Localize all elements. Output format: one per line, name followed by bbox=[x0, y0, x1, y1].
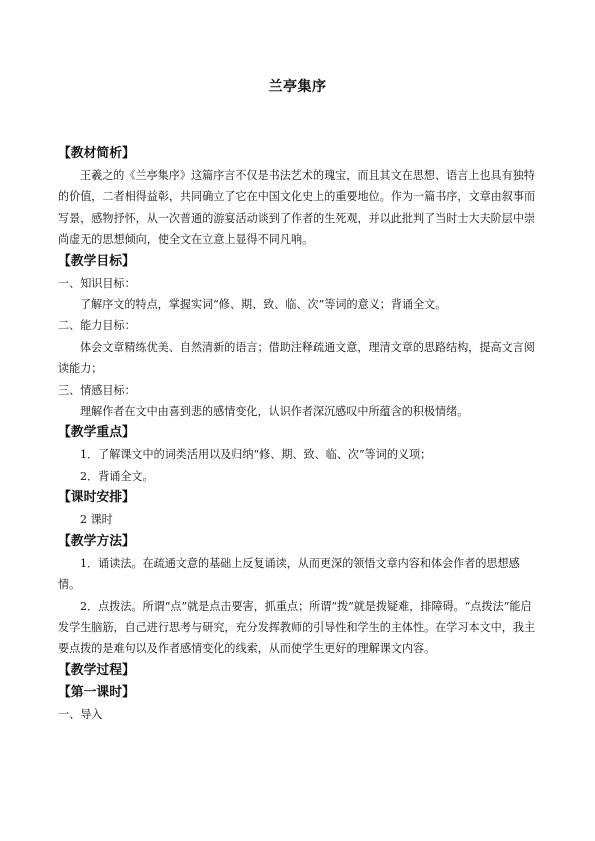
method-item-2: 2．点拨法。所谓“点”就是点击要害，抓重点；所谓“拨”就是拨疑难，排障碍。“点拨法”能启发学生脑筋，自己进行思考与研究，充分发挥教师的引导性和学生的主体性。在学习本文中，我主要点拨的是难句以及作者感情变化的线索，从而使学生更好的理解课文内容。 bbox=[58, 599, 536, 656]
lesson-step-intro: 一、导入 bbox=[58, 707, 103, 721]
document-body bbox=[58, 143, 540, 725]
section-heading-schedule: 【课时安排】 bbox=[58, 490, 135, 506]
section-heading-first-lesson: 【第一课时】 bbox=[58, 684, 135, 700]
keypoint-item-1: 1．了解课文中的词类活用以及归纳“修、期、致、临、次”等词的义项； bbox=[80, 448, 432, 462]
section-heading-methods: 【教学方法】 bbox=[58, 533, 135, 549]
goal-emotion-label: 三、情感目标： bbox=[58, 383, 136, 397]
goal-ability-text: 体会文章精练优美、自然清新的语言；借助注释疏通文意，理清文章的思路结构，提高文言阅读能力； bbox=[58, 340, 535, 376]
goal-ability-label: 二、能力目标： bbox=[58, 319, 136, 333]
goal-knowledge-label: 一、知识目标： bbox=[58, 276, 136, 290]
schedule-text: 2 课时 bbox=[80, 513, 113, 527]
section-heading-keypoints: 【教学重点】 bbox=[58, 425, 135, 441]
section-heading-goals: 【教学目标】 bbox=[58, 253, 135, 269]
section-heading-process: 【教学过程】 bbox=[58, 662, 135, 678]
goal-knowledge-text: 了解序文的特点，掌握实词“修、期、致、临、次”等词的意义；背诵全文。 bbox=[80, 298, 447, 312]
page-title: 兰亭集序 bbox=[268, 79, 327, 95]
method-item-1: 1．诵读法。在疏通文意的基础上反复诵读，从而更深的领悟文章内容和体会作者的思想感情。 bbox=[58, 556, 520, 592]
analysis-paragraph: 王羲之的《兰亭集序》这篇序言不仅是书法艺术的瑰宝，而且其文在思想、语言上也具有独特的价值，二者相得益彰，共同确立了它在中国文化史上的重要地位。作为一篇书序，文章由叙事而写景，感物抒怀，从一次普通的游宴活动谈到了作者的生死观，并以此批判了当时士大夫阶层中崇尚虚无的思想倾向，使全文在立意上显得不同凡响。 bbox=[58, 169, 536, 247]
goal-emotion-text: 理解作者在文中由喜到悲的感情变化，认识作者深沉感叹中所蕴含的积极情绪。 bbox=[80, 405, 469, 419]
keypoint-item-2: 2．背诵全文。 bbox=[80, 469, 154, 483]
section-heading-analysis: 【教材简析】 bbox=[58, 146, 135, 161]
